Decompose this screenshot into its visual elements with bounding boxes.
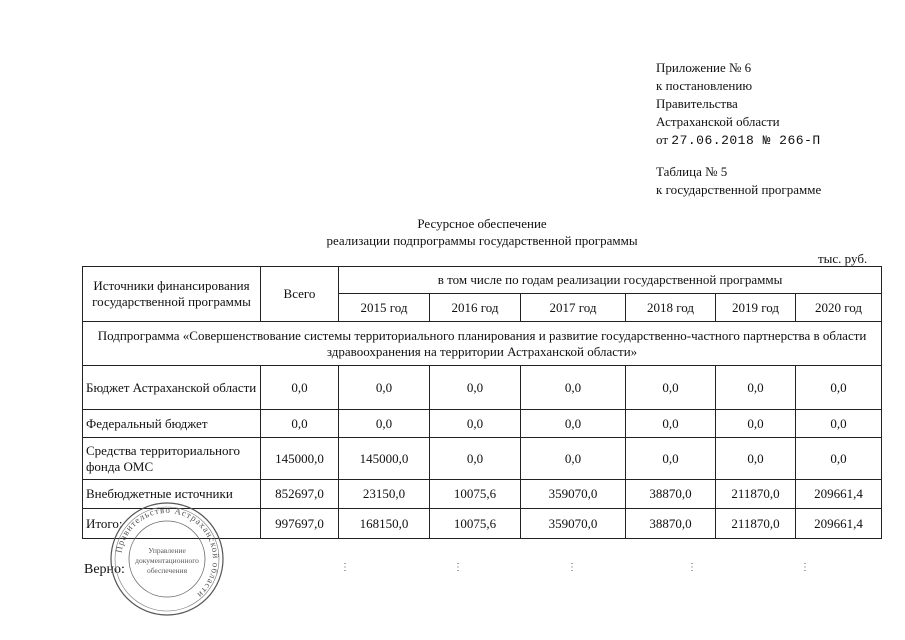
cell-2019: 0,0	[716, 410, 796, 438]
cell-2020: 0,0	[796, 410, 882, 438]
doc-title-line-1: Ресурсное обеспечение	[417, 216, 547, 231]
scan-artifact: ⋮	[800, 562, 810, 573]
cell-2018: 0,0	[626, 366, 716, 410]
year-header-2018: 2018 год	[626, 294, 716, 322]
cell-2017: 359070,0	[521, 509, 626, 539]
cell-2020: 0,0	[796, 438, 882, 480]
table-row	[83, 438, 882, 480]
cell-2016: 10075,6	[430, 509, 521, 539]
cell-2020: 209661,4	[796, 509, 882, 539]
scan-artifact: ⋮	[687, 562, 697, 573]
appendix-line-1: Приложение № 6	[656, 60, 752, 75]
appendix-line-2: к постановлению	[656, 78, 753, 93]
scan-artifact: ⋮	[567, 562, 577, 573]
cell-2016: 0,0	[430, 438, 521, 480]
appendix-line-3: Правительства	[656, 96, 738, 111]
cell-2016: 10075,6	[430, 480, 521, 509]
cell-2018: 38870,0	[626, 509, 716, 539]
cell-total: 0,0	[261, 410, 339, 438]
decree-date-line	[656, 131, 821, 150]
svg-text:Управление: Управление	[148, 546, 186, 555]
cell-2018: 0,0	[626, 410, 716, 438]
row-name: Средства территориального фонда ОМС	[83, 438, 261, 480]
cell-2020: 209661,4	[796, 480, 882, 509]
cell-2017: 359070,0	[521, 480, 626, 509]
cell-total: 852697,0	[261, 480, 339, 509]
cell-2018: 38870,0	[626, 480, 716, 509]
row-name: Внебюджетные источники	[83, 480, 261, 509]
resource-table	[82, 266, 882, 539]
year-header-2016: 2016 год	[430, 294, 521, 322]
svg-text:обеспечения: обеспечения	[146, 566, 188, 575]
units-label: тыс. руб.	[818, 251, 868, 266]
cell-2015: 145000,0	[339, 438, 430, 480]
table-ref-line-1: Таблица № 5	[656, 164, 728, 179]
cell-2015: 0,0	[339, 366, 430, 410]
cell-2016: 0,0	[430, 366, 521, 410]
row-name: Бюджет Астраханской области	[83, 366, 261, 410]
subprogram-row	[83, 322, 882, 366]
scan-artifact: ⋮	[340, 562, 350, 573]
year-header-2015: 2015 год	[339, 294, 430, 322]
row-name: Федеральный бюджет	[83, 410, 261, 438]
cell-2019: 211870,0	[716, 509, 796, 539]
svg-text:Правительство Астраханской обл: Правительство Астраханской области	[113, 504, 222, 601]
table-row	[83, 366, 882, 410]
cell-2019: 0,0	[716, 366, 796, 410]
date-number: 27.06.2018 № 266-П	[671, 133, 821, 148]
cell-total: 145000,0	[261, 438, 339, 480]
cell-2015: 23150,0	[339, 480, 430, 509]
cell-2018: 0,0	[626, 438, 716, 480]
cell-2015: 0,0	[339, 410, 430, 438]
doc-title-line-2: реализации подпрограммы государственной программы	[326, 233, 638, 248]
date-prefix: от	[656, 132, 669, 147]
scan-artifact: ⋮	[453, 562, 463, 573]
cell-total: 0,0	[261, 366, 339, 410]
appendix-line-4: Астраханской области	[656, 114, 780, 129]
cell-2017: 0,0	[521, 438, 626, 480]
cell-2017: 0,0	[521, 410, 626, 438]
table-row	[83, 410, 882, 438]
cell-2019: 0,0	[716, 438, 796, 480]
col-total-header: Всего	[261, 267, 339, 322]
cell-2016: 0,0	[430, 410, 521, 438]
table-ref-line-2: к государственной программе	[656, 182, 822, 197]
cell-2017: 0,0	[521, 366, 626, 410]
row-name: Итого:	[83, 509, 261, 539]
cell-2015: 168150,0	[339, 509, 430, 539]
cell-2019: 211870,0	[716, 480, 796, 509]
year-header-2019: 2019 год	[716, 294, 796, 322]
official-seal	[108, 500, 226, 618]
col-source-header: Источники финансирования государственной программы	[83, 267, 261, 322]
cell-2020: 0,0	[796, 366, 882, 410]
col-years-group-header: в том числе по годам реализации государственной программы	[339, 267, 882, 294]
svg-text:документационного: документационного	[135, 556, 199, 565]
verno-label: Верно:	[84, 562, 125, 577]
header-row-top	[83, 267, 882, 294]
year-header-2020: 2020 год	[796, 294, 882, 322]
subprogram-title: Подпрограмма «Совершенствование системы территориального планирования и развитие государственно-частного партнерства в области здравоохранения на территории Астраханской области»	[83, 322, 882, 366]
year-header-2017: 2017 год	[521, 294, 626, 322]
cell-total: 997697,0	[261, 509, 339, 539]
